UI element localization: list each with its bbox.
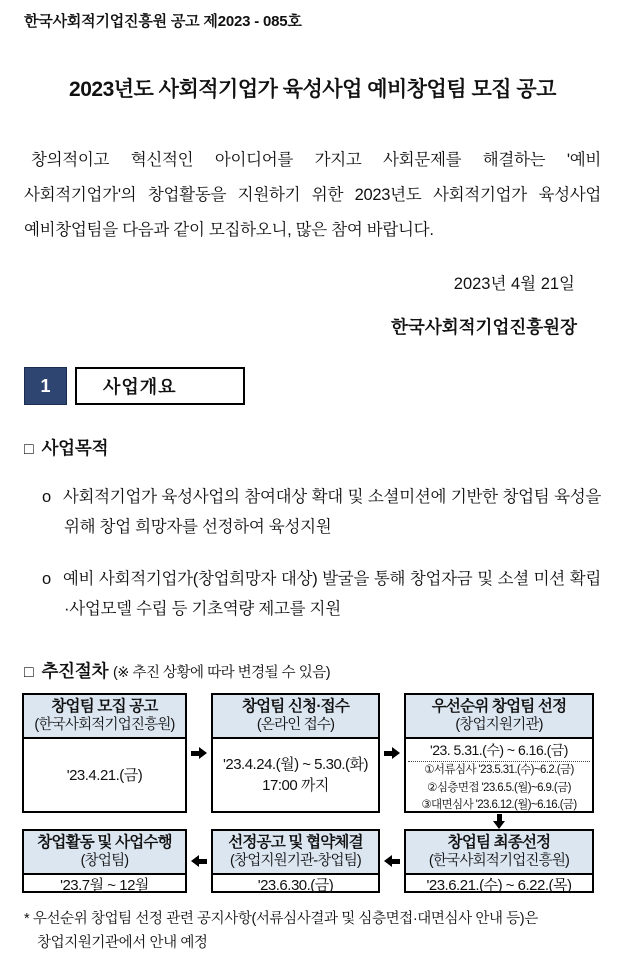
issuer-signature: 한국사회적기업진흥원장 bbox=[391, 317, 577, 337]
flow-box-title: 창업활동 및 사업수행 bbox=[37, 834, 172, 851]
flow-box-body bbox=[406, 739, 592, 815]
flow-box-subtitle: (창업팀) bbox=[80, 853, 129, 869]
footnote-line-2: 창업지원기관에서 안내 예정 bbox=[37, 935, 208, 951]
selection-period: '23. 5.31.(수) ~ 6.16.(금) bbox=[408, 739, 590, 762]
purpose-bullet-1 bbox=[42, 482, 601, 542]
flow-box-subtitle: (온라인 접수) bbox=[256, 717, 335, 733]
flow-box-header bbox=[24, 831, 185, 875]
process-footnote bbox=[24, 907, 601, 955]
flow-box-body-line: 17:00 까지 bbox=[262, 777, 329, 794]
flow-box-body: '23.6.30.(금) bbox=[257, 877, 334, 894]
section-1-header bbox=[24, 367, 601, 405]
flow-box-subtitle: (한국사회적기업진흥원) bbox=[428, 853, 570, 869]
circle-bullet-icon: o bbox=[42, 570, 51, 588]
purpose-bullet-2 bbox=[42, 564, 601, 624]
footnote-line-1: * 우선순위 창업팀 선정 관련 공지사항(서류심사결과 및 심층면접·대면심사 안내 등)은 bbox=[24, 911, 538, 927]
section-number-badge: 1 bbox=[24, 367, 67, 405]
arrow-left-icon bbox=[191, 855, 207, 867]
purpose-heading-label: 사업목적 bbox=[41, 438, 109, 458]
flow-box-recruit-notice bbox=[22, 693, 187, 813]
circle-bullet-icon: o bbox=[42, 488, 51, 506]
flow-box-title: 창업팀 모집 공고 bbox=[51, 698, 158, 715]
arrow-right-icon bbox=[191, 747, 207, 759]
flow-box-title: 창업팀 최종선정 bbox=[447, 834, 551, 851]
process-heading-label: 추진절차 bbox=[41, 661, 109, 681]
selection-step-1: ①서류심사 '23.5.31.(수)~6.2.(금) bbox=[424, 764, 574, 776]
purpose-heading bbox=[24, 435, 601, 460]
arrow-right-icon bbox=[384, 747, 400, 759]
flow-box-header bbox=[213, 695, 378, 739]
flow-box-subtitle: (창업지원기관) bbox=[455, 717, 543, 733]
flow-box-body: '23.4.21.(금) bbox=[66, 766, 143, 784]
flow-box-final-selection bbox=[404, 829, 594, 893]
section-title-box: 사업개요 bbox=[75, 367, 245, 405]
square-bullet-icon: □ bbox=[24, 441, 34, 458]
flow-box-header bbox=[213, 831, 378, 875]
process-heading bbox=[24, 658, 601, 683]
flow-box-priority-selection bbox=[404, 693, 594, 813]
purpose-bullet-2-text: 예비 사회적기업가(창업희망자 대상) 발굴을 통해 창업자금 및 소셜 미션 확립·사업모델 수립 등 기초역량 제고를 지원 bbox=[62, 570, 601, 618]
arrow-left-icon bbox=[384, 855, 400, 867]
flow-box-body-line: '23.4.24.(월) ~ 5.30.(화) bbox=[223, 756, 368, 773]
flow-box-body: '23.6.21.(수) ~ 6.22.(목) bbox=[426, 877, 572, 894]
page-title: 2023년도 사회적기업가 육성사업 예비창업팀 모집 공고 bbox=[69, 78, 556, 101]
flow-box-body bbox=[213, 739, 378, 811]
selection-step-2: ②심층면접 '23.6.5.(월)~6.9.(금) bbox=[427, 781, 571, 794]
flow-box-title: 우선순위 창업팀 선정 bbox=[431, 698, 567, 715]
purpose-bullet-1-text: 사회적기업가 육성사업의 참여대상 확대 및 소셜미션에 기반한 창업팀 육성을 위해 창업 희망자를 선정하여 육성지원 bbox=[62, 488, 601, 536]
flow-box-header bbox=[406, 695, 592, 739]
flow-box-subtitle: (창업지원기관-창업팀) bbox=[230, 853, 361, 869]
flow-box-title: 창업팀 신청·접수 bbox=[241, 698, 350, 715]
process-heading-note: (※ 추진 상황에 따라 변경될 수 있음) bbox=[112, 665, 331, 681]
flow-box-header bbox=[24, 695, 185, 739]
flow-box-startup-activity bbox=[22, 829, 187, 893]
flow-box-agreement bbox=[211, 829, 380, 893]
flow-box-subtitle: (한국사회적기업진흥원) bbox=[34, 717, 175, 733]
doc-number: 한국사회적기업진흥원 공고 제2023 - 085호 bbox=[24, 13, 302, 30]
flow-box-application bbox=[211, 693, 380, 813]
arrow-down-icon bbox=[493, 814, 505, 829]
flow-box-body: '23.7월 ~ 12월 bbox=[60, 877, 149, 894]
square-bullet-icon: □ bbox=[24, 664, 34, 681]
announcement-date: 2023년 4월 21일 bbox=[453, 275, 575, 293]
intro-paragraph: 창의적이고 혁신적인 아이디어를 가지고 사회문제를 해결하는 '예비 사회적기업가'의 창업활동을 지원하기 위한 2023년도 사회적기업가 육성사업 예비창업팀을 다음과 같이 모집하오니, 많은 참여 바랍니다. bbox=[24, 151, 601, 239]
flow-box-title: 선정공고 및 협약체결 bbox=[228, 834, 363, 851]
flow-box-header bbox=[406, 831, 592, 875]
process-flowchart bbox=[22, 693, 601, 893]
selection-step-3: ③대면심사 '23.6.12.(월)~6.16.(금) bbox=[421, 799, 577, 811]
